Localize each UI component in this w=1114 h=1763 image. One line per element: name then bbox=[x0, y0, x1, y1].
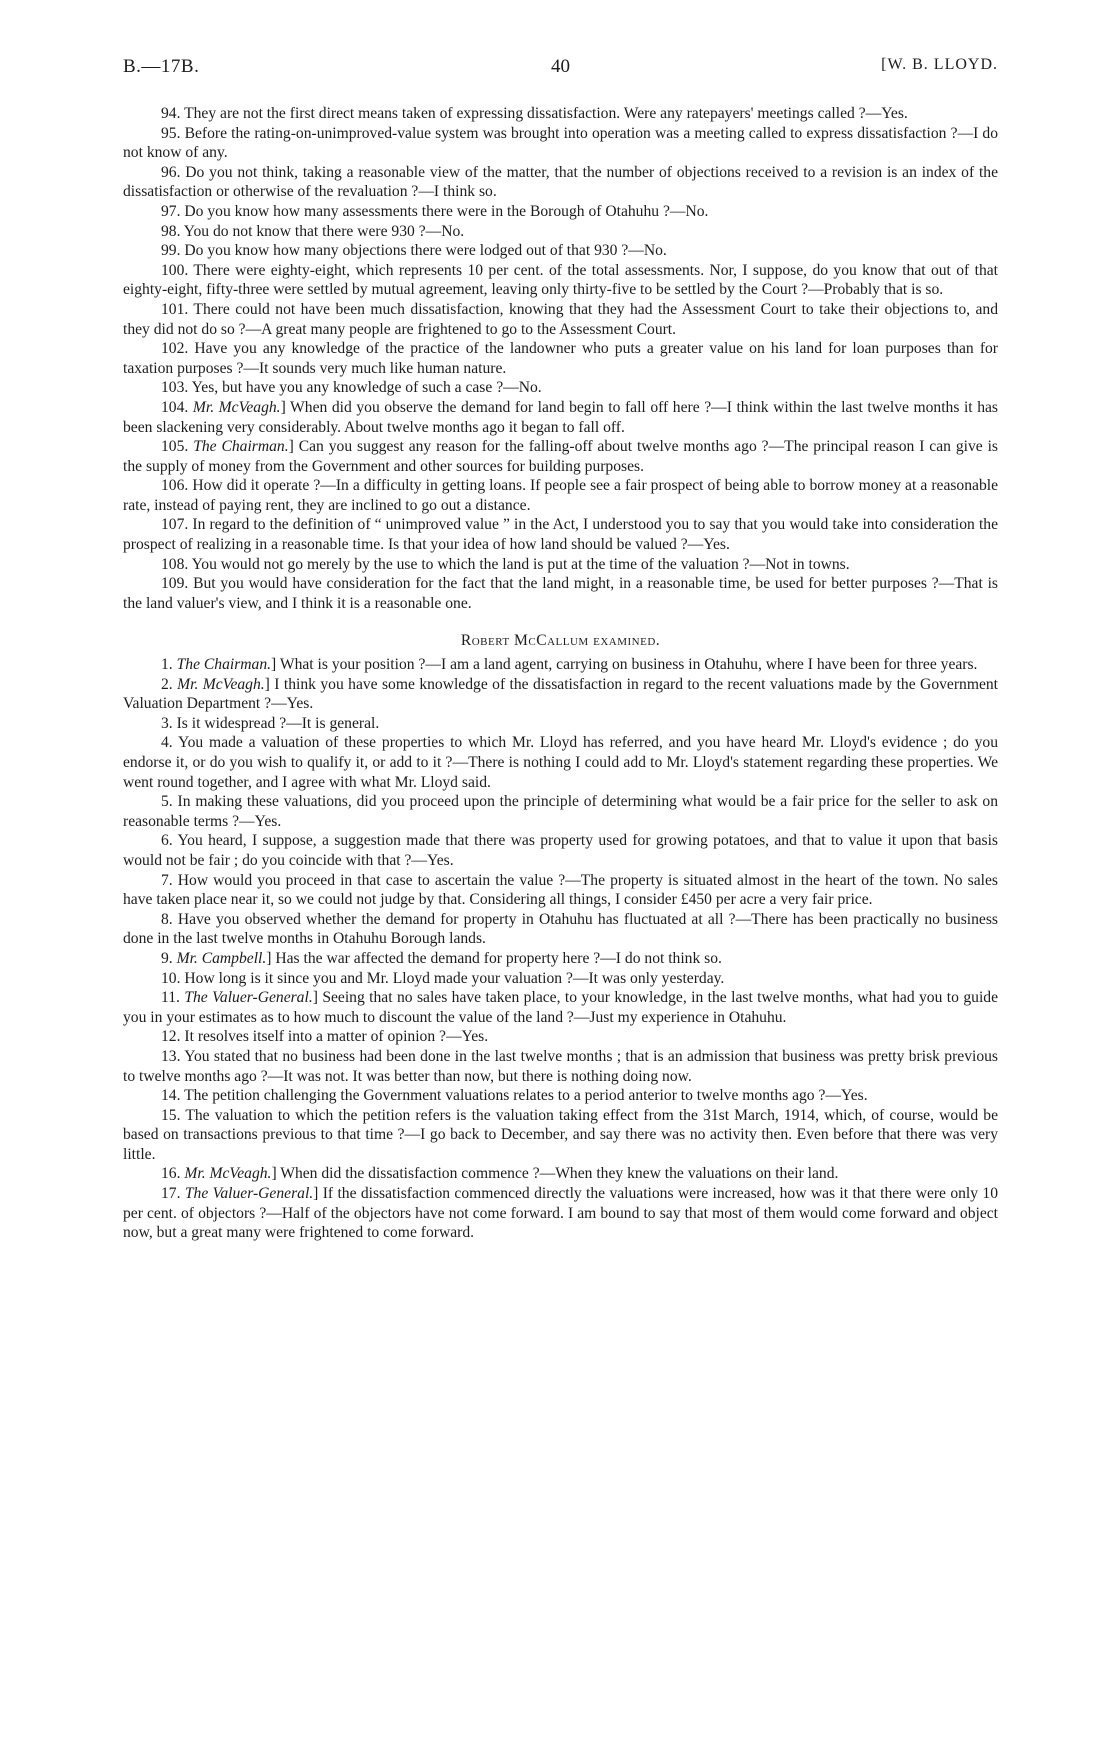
question-r6: 6. You heard, I suppose, a suggestion made that there was property used for growing potatoes, and that to value it upon that basis would not be fair ; do you coincide with that ?—Yes. bbox=[123, 832, 998, 869]
speaker-name: The Valuer-General. bbox=[184, 989, 313, 1007]
question-105 bbox=[123, 437, 998, 476]
question-106: 106. How did it operate ?—In a difficulty in getting loans. If people see a fair prospect of being able to borrow money at a reasonable rate, instead of paying rent, they are inclined to go out a distance. bbox=[123, 477, 998, 514]
question-text: ] Seeing that no sales have taken place, to your knowledge, in the last twelve months, what had you to guide you in your estimates as to how much to discount the value of the land ?—Just my experience in Otahuhu. bbox=[123, 989, 998, 1026]
question-number: 11. bbox=[161, 989, 185, 1007]
question-95: 95. Before the rating-on-unimproved-value system was brought into operation was a meeting called to express dissatisfaction ?—I do not know of any. bbox=[123, 124, 998, 162]
question-r14: 14. The petition challenging the Government valuations relates to a period anterior to twelve months ago ?—Yes. bbox=[161, 1087, 868, 1105]
question-number: 105. bbox=[161, 438, 194, 456]
question-text: ] If the dissatisfaction commenced directly the valuations were increased, how was it that there were only 10 per cent. of objectors ?—Half of the objectors have not come forward. I am bound to say that most of them would come forward and object now, but a great many were frightened to come forward. bbox=[123, 1185, 998, 1242]
page-header bbox=[123, 56, 998, 84]
question-98: 98. You do not know that there were 930 ?—No. bbox=[161, 222, 465, 240]
question-number: 16. bbox=[161, 1165, 185, 1183]
question-r10: 10. How long is it since you and Mr. Lloyd made your valuation ?—It was only yesterday. bbox=[161, 969, 725, 987]
question-number: 9. bbox=[161, 949, 177, 967]
witness-running-head: [W. B. LLOYD. bbox=[881, 56, 998, 73]
question-94: 94. They are not the first direct means taken of expressing dissatisfaction. Were any ratepayers' meetings called ?—Yes. bbox=[161, 105, 908, 122]
question-number: 1. bbox=[161, 656, 177, 674]
question-r7: 7. How would you proceed in that case to ascertain the value ?—The property is situated almost in the heart of the town. No sales have taken place near it, so we could not judge by that. Considering all things, I consider £450 per acre a very fair price. bbox=[123, 871, 998, 909]
question-96: 96. Do you not think, taking a reasonable view of the matter, that the number of objections received to a revision is an index of the dissatisfaction or otherwise of the revaluation ?—I think so. bbox=[123, 163, 998, 201]
question-r13: 13. You stated that no business had been done in the last twelve months ; that is an admission that business was pretty brisk previous to twelve months ago ?—It was not. It was better than now, but there is nothing doing now. bbox=[123, 1047, 998, 1085]
question-text: ] I think you have some knowledge of the dissatisfaction in regard to the recent valuations made by the Government Valuation Department ?—Yes. bbox=[123, 675, 998, 713]
question-number: 2. bbox=[161, 675, 178, 693]
question-r8: 8. Have you observed whether the demand for property in Otahuhu has fluctuated at all ?—There has been practically no business done in the last twelve months in Otahuhu Borough lands. bbox=[123, 910, 998, 948]
question-r15: 15. The valuation to which the petition refers is the valuation taking effect from the 31st March, 1914, which, of course, would be based on transactions previous to that time ?—I go back to December, and say there was no activity then. Even before that there was very little. bbox=[123, 1106, 998, 1163]
speaker-name: The Chairman. bbox=[193, 438, 289, 456]
question-100: 100. There were eighty-eight, which represents 10 per cent. of the total assessments. Nor, I suppose, do you know that out of that eighty-eight, fifty-three were settled by mutual agreement, leaving only thirty-five to be settled by the Court ?—Probably that is so. bbox=[123, 261, 998, 299]
question-text: ] When did the dissatisfaction commence ?—When they knew the valuations on their land. bbox=[271, 1165, 839, 1183]
question-r9 bbox=[123, 949, 998, 969]
question-r17 bbox=[123, 1184, 998, 1243]
question-text: ] Has the war affected the demand for property here ?—I do not think so. bbox=[266, 949, 722, 967]
question-number: 17. bbox=[161, 1185, 185, 1203]
question-r4: 4. You made a valuation of these properties to which Mr. Lloyd has referred, and you have heard Mr. Lloyd's evidence ; do you endorse it, or do you wish to qualify it, or add to it ?—There is nothing I could add to Mr. Lloyd's statement regarding these properties. We went round together, and I agree with what Mr. Lloyd said. bbox=[123, 734, 998, 791]
question-text: ] Can you suggest any reason for the falling-off about twelve months ago ?—The principal reason I can give is the supply of money from the Government and other sources for building purposes. bbox=[123, 438, 998, 475]
question-108: 108. You would not go merely by the use to which the land is put at the time of the valuation ?—Not in towns. bbox=[161, 555, 850, 573]
question-r12: 12. It resolves itself into a matter of opinion ?—Yes. bbox=[161, 1028, 489, 1046]
question-r5: 5. In making these valuations, did you proceed upon the principle of determining what would be a fair price for the seller to ask on reasonable terms ?—Yes. bbox=[123, 793, 998, 830]
question-r1 bbox=[123, 655, 998, 675]
question-101: 101. There could not have been much dissatisfaction, knowing that they had the Assessment Court to take their objections to, and they did not do so ?—A great many people are frightened to go to the Assessment Court. bbox=[123, 300, 998, 338]
question-r11 bbox=[123, 988, 998, 1027]
speaker-name: Mr. Campbell. bbox=[176, 949, 267, 967]
speaker-name: Mr. McVeagh. bbox=[177, 675, 265, 693]
page-number: 40 bbox=[551, 56, 570, 77]
question-r3: 3. Is it widespread ?—It is general. bbox=[161, 714, 380, 732]
question-109: 109. But you would have consideration for the fact that the land might, in a reasonable time, be used for better purposes ?—That is the land valuer's view, and I think it is a reasonable one. bbox=[123, 575, 998, 612]
speaker-name: Mr. McVeagh. bbox=[192, 398, 281, 416]
question-text: ] What is your position ?—I am a land agent, carrying on business in Otahuhu, where I have been for three years. bbox=[271, 656, 978, 674]
speaker-name: The Chairman. bbox=[176, 656, 272, 674]
speaker-name: The Valuer-General. bbox=[184, 1185, 314, 1203]
parliamentary-paper-ref: B.—17B. bbox=[123, 56, 200, 77]
question-r16 bbox=[123, 1164, 998, 1184]
question-text: ] When did you observe the demand for land begin to fall off here ?—I think within the last twelve months it has been slackening very considerably. About twelve months ago it began to fall off. bbox=[123, 398, 998, 436]
question-102: 102. Have you any knowledge of the practice of the landowner who puts a greater value on his land for loan purposes than for taxation purposes ?—It sounds very much like human nature. bbox=[123, 340, 998, 377]
section-heading: Robert McCallum examined. bbox=[460, 632, 661, 650]
question-r2 bbox=[123, 675, 998, 714]
question-99: 99. Do you know how many objections there were lodged out of that 930 ?—No. bbox=[161, 242, 667, 260]
page-body bbox=[123, 104, 998, 1243]
question-104 bbox=[123, 398, 998, 437]
question-107: 107. In regard to the definition of “ unimproved value ” in the Act, I understood you to say that you would take into consideration the prospect of realizing in a reasonable time. Is that your idea of how land should be valued ?—Yes. bbox=[123, 516, 998, 554]
question-97: 97. Do you know how many assessments there were in the Borough of Otahuhu ?—No. bbox=[161, 202, 709, 220]
speaker-name: Mr. McVeagh. bbox=[184, 1165, 272, 1183]
question-number: 104. bbox=[161, 398, 193, 416]
question-103: 103. Yes, but have you any knowledge of such a case ?—No. bbox=[161, 379, 542, 397]
